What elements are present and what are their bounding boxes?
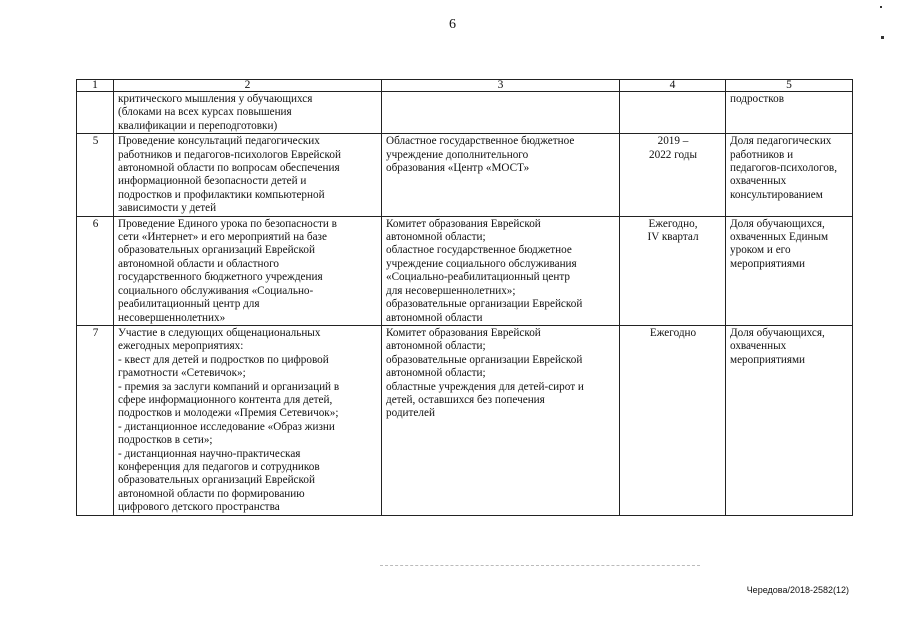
cell-line: образовательных организаций Еврейской [118,244,315,257]
cell-line: Ежегодно [649,326,697,339]
cell-line: (блоками на всех курсах повышения [118,106,292,119]
table-row [77,325,853,515]
cell-line: автономной области и областного [118,257,279,270]
activity-cell [114,216,382,325]
cell-line: областные учреждения для детей-сирот и [386,380,584,393]
cell-line: Доля обучающихся, [730,217,825,230]
cell-line: несовершеннолетних» [118,311,226,324]
table-row [77,92,853,134]
activity-cell [114,134,382,216]
cell-line: конференция для педагогов и сотрудников [118,460,320,473]
indicator-cell [726,92,853,134]
cell-line: «Социально-реабилитационный центр [386,271,570,284]
column-header: 5 [726,80,853,92]
cell-line: автономной области; [386,367,486,380]
cell-line: консультированием [730,188,823,201]
cell-line: мероприятиями [730,353,806,366]
cell-line: образовательные организации Еврейской [386,298,583,311]
row-number: 6 [77,216,114,325]
cell-line: Комитет образования Еврейской [386,326,541,339]
executor-cell [382,325,620,515]
cell-line: педагогов-психологов, [730,162,837,175]
column-header: 4 [620,80,726,92]
table-row [77,216,853,325]
cell-line: охваченных [730,175,787,188]
term-cell [620,216,726,325]
cell-line: подростков [730,93,785,105]
cell-line: грамотности «Сетевичок»; [118,367,246,380]
executor-cell [382,134,620,216]
row-number [77,92,114,134]
term-cell [620,134,726,216]
indicator-cell [726,134,853,216]
row-number: 5 [77,134,114,216]
cell-line: реабилитационный центр для [118,298,260,311]
cell-line: Доля обучающихся, [730,326,825,339]
activities-table [76,79,853,516]
cell-line: образования «Центр «МОСТ» [386,162,530,175]
cell-line: - дистанционная научно-практическая [118,447,301,460]
cell-line: - квест для детей и подростков по цифровой [118,353,329,366]
cell-line: областное государственное бюджетное [386,244,572,257]
cell-line: мероприятиями [730,257,806,270]
cell-line: охваченных Единым [730,231,829,244]
cell-line: социального обслуживания «Социально- [118,284,314,297]
cell-line: автономной области; [386,231,486,244]
cell-line: родителей [386,407,435,420]
cell-line: Областное государственное бюджетное [386,135,575,148]
activity-cell [114,92,382,134]
cell-line: автономной области по формированию [118,487,305,500]
scan-artifact-line [380,565,700,568]
cell-line: информационной безопасности детей и [118,175,307,188]
cell-line: образовательных организаций Еврейской [118,474,315,487]
activity-cell [114,325,382,515]
cell-line: зависимости у детей [118,202,217,215]
cell-line: работников и [730,148,794,161]
cell-line: Проведение консультаций педагогических [118,135,320,148]
cell-line: подростков и молодежи «Премия Сетевичок»; [118,407,339,420]
table-header-row [77,80,853,92]
term-cell [620,92,726,134]
cell-line: квалификации и переподготовки) [118,119,278,132]
row-number: 7 [77,325,114,515]
scan-speck [880,6,882,8]
cell-line: цифрового детского пространства [118,501,280,514]
cell-line: для несовершеннолетних»; [386,284,516,297]
cell-line: Участие в следующих общенациональных [118,326,321,339]
scan-speck [881,36,884,39]
cell-line: IV квартал [647,231,699,244]
cell-line: 2019 – [657,135,689,148]
cell-line: автономной области [386,311,483,324]
cell-line: сфере информационного контента для детей, [118,393,333,406]
cell-line: Ежегодно, [648,217,698,230]
cell-line: - премия за заслуги компаний и организаций в [118,380,340,393]
cell-line: Доля педагогических [730,135,832,148]
cell-line: Проведение Единого урока по безопасности в [118,217,337,230]
cell-line: Комитет образования Еврейской [386,217,541,230]
term-cell [620,325,726,515]
table-row [77,134,853,216]
cell-line: 2022 годы [649,148,697,161]
cell-line: критического мышления у обучающихся [118,93,313,105]
page-number: 6 [449,17,456,32]
cell-line: автономной области; [386,340,486,353]
cell-line: образовательные организации Еврейской [386,353,583,366]
cell-line: подростков и профилактики компьютерной [118,188,325,201]
cell-line: автономной области по вопросам обеспечения [118,162,340,175]
cell-line: учреждение социального обслуживания [386,257,577,270]
executor-cell [382,216,620,325]
column-header: 1 [77,80,114,92]
executor-cell [382,92,620,134]
document-code: Чередова/2018-2582(12) [746,585,849,595]
cell-line: ежегодных мероприятиях: [118,340,244,353]
cell-line: детей, оставшихся без попечения [386,393,545,406]
cell-line: уроком и его [730,244,791,257]
column-header: 2 [114,80,382,92]
indicator-cell [726,325,853,515]
cell-line: государственного бюджетного учреждения [118,271,323,284]
cell-line: сети «Интернет» и его мероприятий на базе [118,231,327,244]
cell-line: работников и педагогов-психологов Еврейской [118,148,341,161]
cell-line: учреждение дополнительного [386,148,529,161]
cell-line: охваченных [730,340,787,353]
cell-line: - дистанционное исследование «Образ жизни [118,420,335,433]
table-body [77,92,853,516]
indicator-cell [726,216,853,325]
column-header: 3 [382,80,620,92]
cell-line: подростков в сети»; [118,434,213,447]
